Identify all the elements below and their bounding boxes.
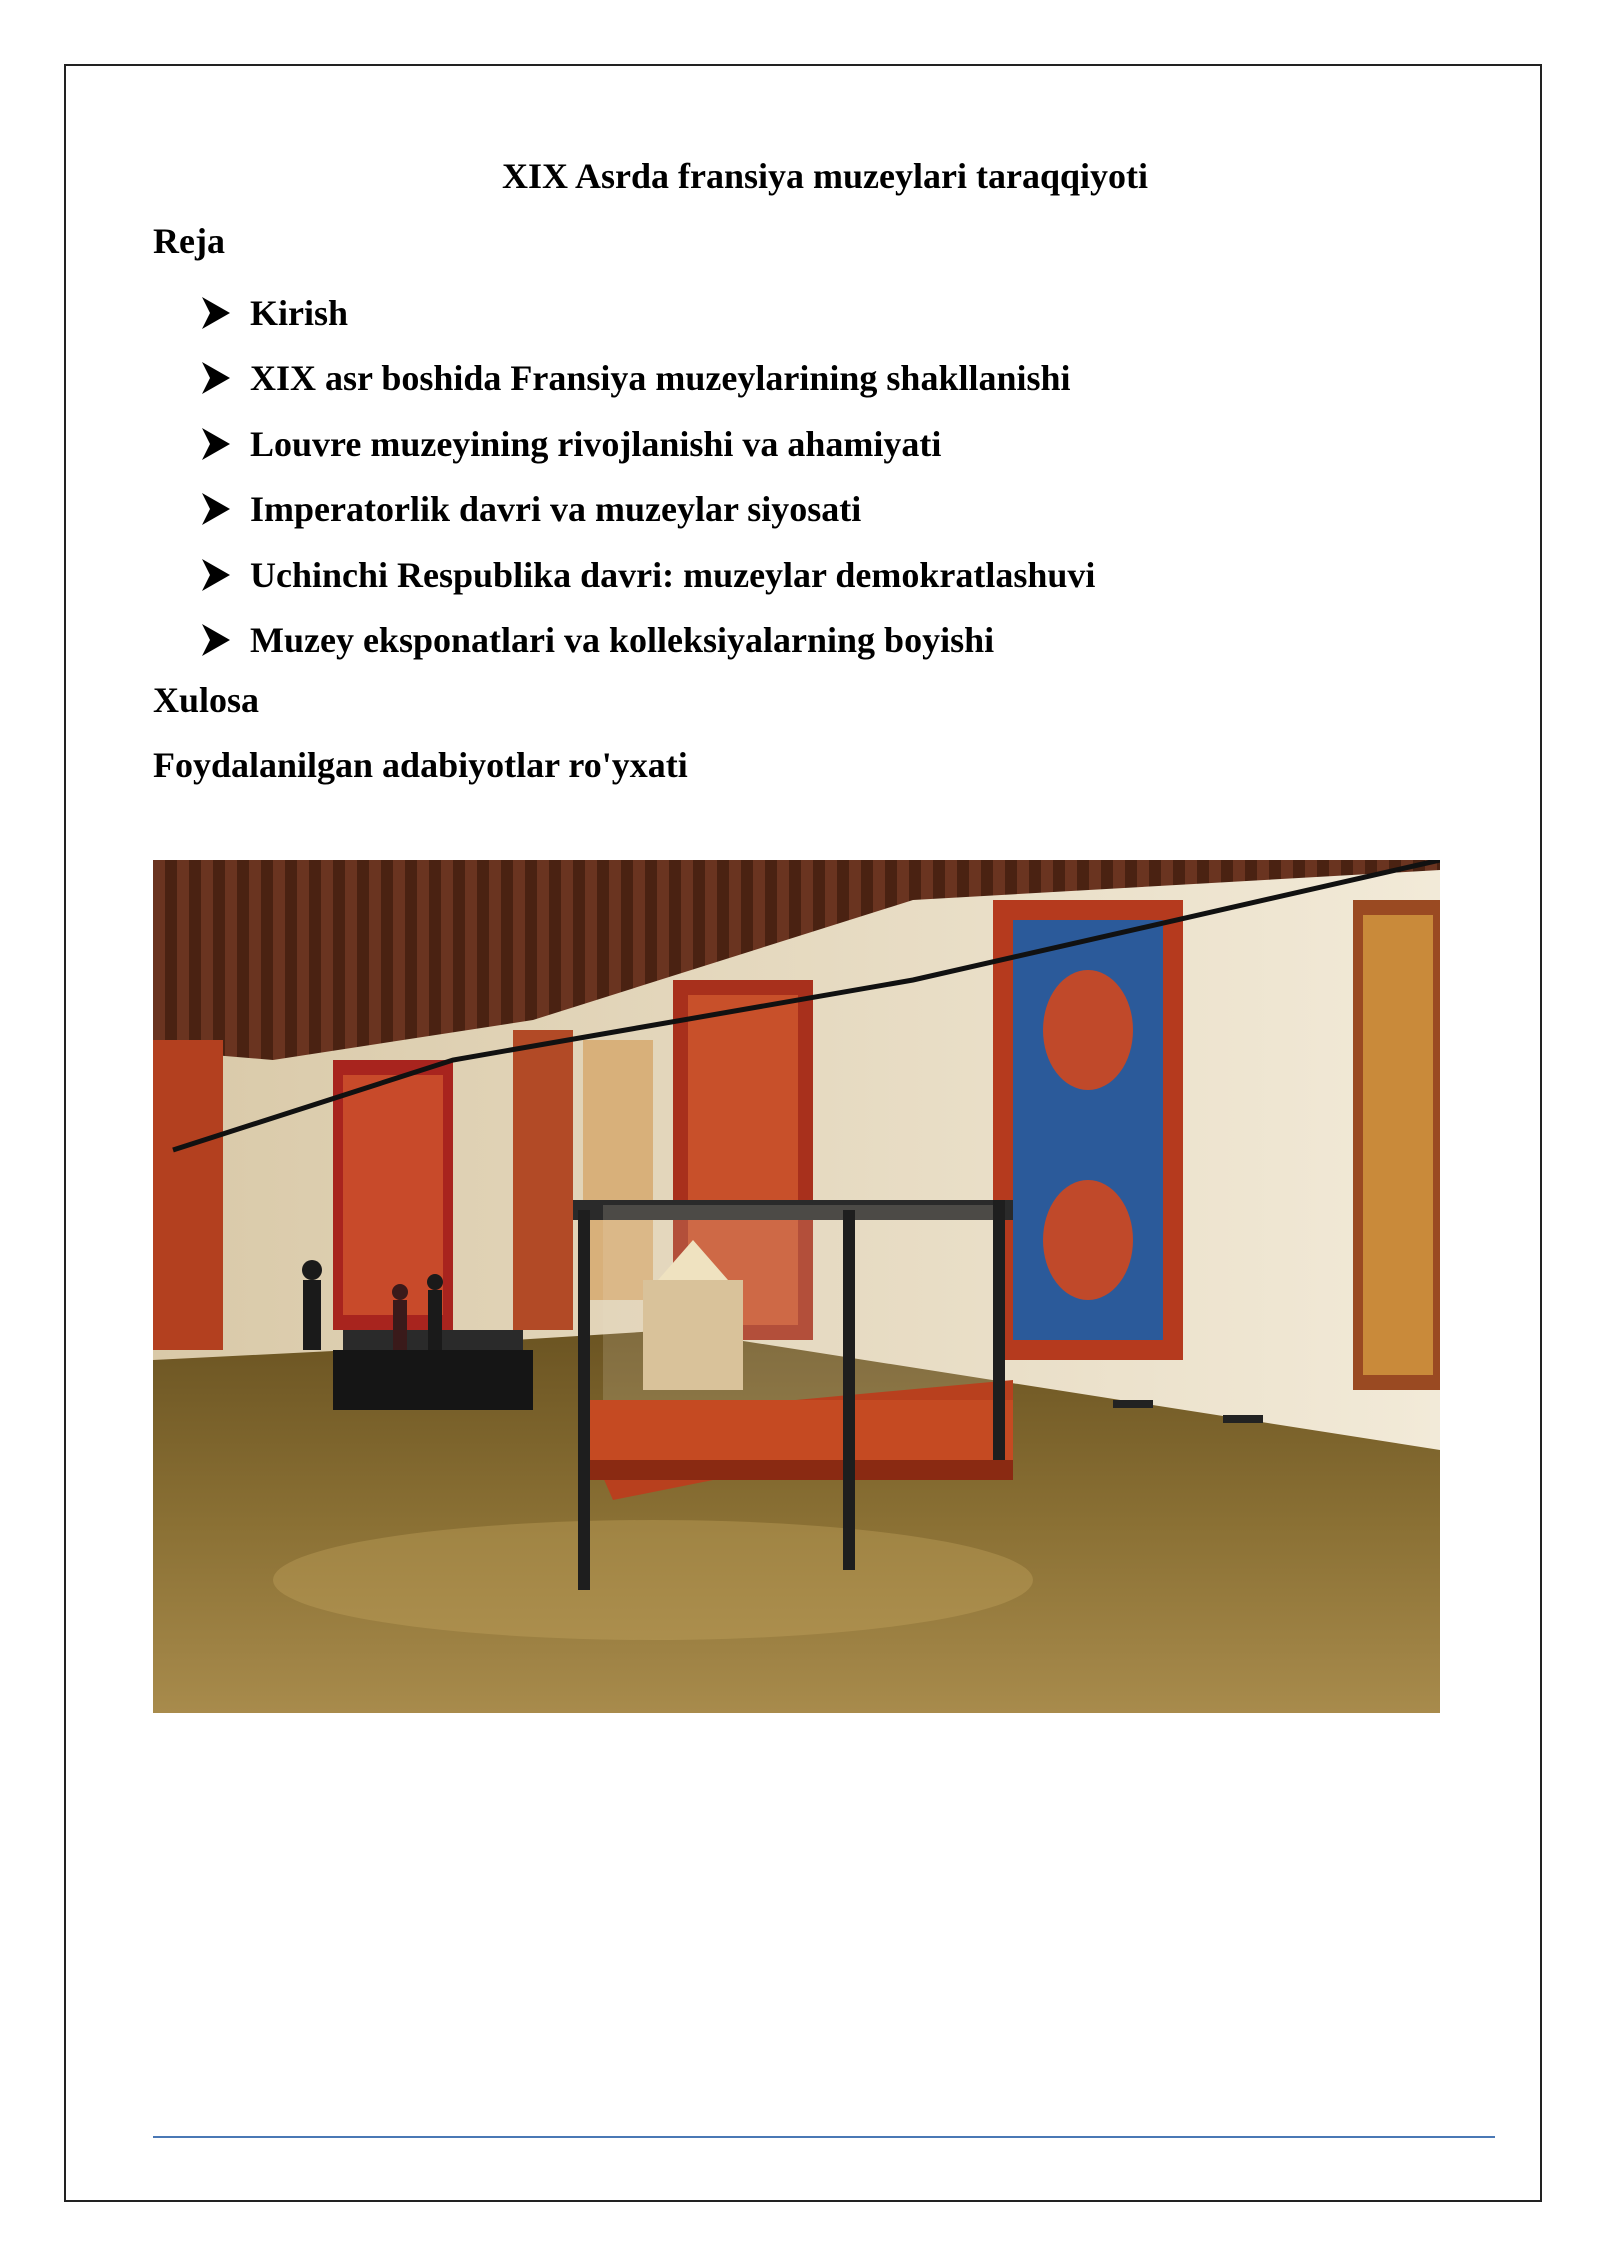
footer-rule	[153, 2136, 1495, 2138]
arrowhead-bullet-icon	[200, 358, 232, 398]
list-item	[200, 346, 1095, 412]
plan-item-label: Kirish	[250, 292, 349, 333]
arrowhead-bullet-icon	[200, 555, 232, 595]
list-item	[200, 477, 1095, 543]
arrowhead-bullet-icon	[200, 489, 232, 529]
document-title: XIX Asrda fransiya muzeylari taraqqiyoti	[502, 156, 1148, 196]
museum-gallery-photo	[153, 860, 1440, 1713]
list-item	[200, 608, 1095, 674]
plan-item-label: Louvre muzeyining rivojlanishi va ahamiyati	[250, 423, 942, 464]
plan-heading: Reja	[153, 221, 225, 261]
plan-item-label: XIX asr boshida Fransiya muzeylarining shakllanishi	[250, 358, 1071, 399]
plan-list	[200, 280, 1095, 673]
list-item	[200, 411, 1095, 477]
arrowhead-bullet-icon	[200, 620, 232, 660]
bibliography-heading: Foydalanilgan adabiyotlar ro'yxati	[153, 745, 688, 785]
plan-item-label: Imperatorlik davri va muzeylar siyosati	[250, 489, 862, 530]
list-item	[200, 280, 1095, 346]
conclusion-heading: Xulosa	[153, 680, 260, 720]
plan-item-label: Muzey eksponatlari va kolleksiyalarning boyishi	[250, 620, 995, 661]
arrowhead-bullet-icon	[200, 424, 232, 464]
plan-item-label: Uchinchi Respublika davri: muzeylar demokratlashuvi	[250, 554, 1096, 595]
list-item	[200, 542, 1095, 608]
arrowhead-bullet-icon	[200, 293, 232, 333]
